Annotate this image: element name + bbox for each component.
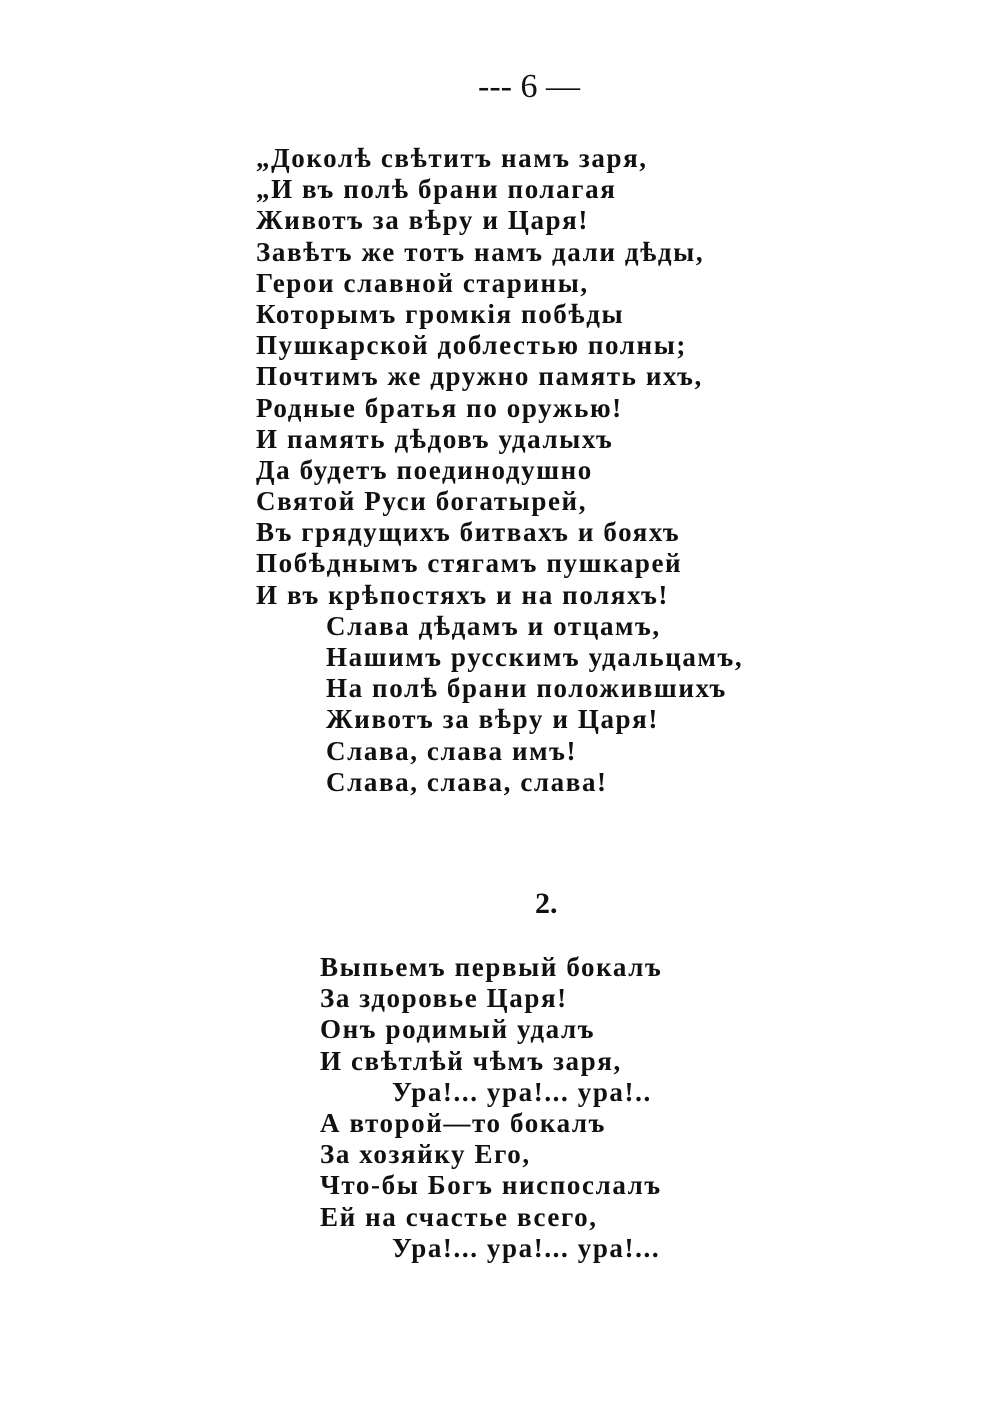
refrain-line: На полѣ брани положившихъ — [326, 673, 727, 704]
refrain-line: Ура!... ура!... ура!.. — [392, 1076, 652, 1107]
refrain-line: Слава, слава имъ! — [326, 735, 578, 766]
refrain-line: Нашимъ русскимъ удальцамъ, — [326, 642, 744, 672]
page-number: --- 6 — — [478, 68, 580, 105]
poem-line: А второй—то бокалъ — [320, 1107, 607, 1138]
poem-line: Да будетъ поединодушно — [256, 454, 593, 485]
poem-line: Святой Руси богатырей, — [256, 486, 588, 517]
refrain-line: Ура!... ура!... ура!... — [392, 1232, 661, 1263]
poem-line: Которымъ громкія побѣды — [256, 298, 625, 329]
poem-line: Выпьемъ первый бокалъ — [320, 952, 663, 982]
poem-line: Пушкарской доблестью полны; — [256, 330, 687, 361]
poem-line: За хозяйку Его, — [320, 1139, 531, 1170]
poem-line: Ей на счастье всего, — [320, 1201, 598, 1232]
poem-first — [256, 143, 743, 798]
poem-line: Завѣтъ же тотъ намъ дали дѣды, — [256, 236, 705, 267]
poem-line: Почтимъ же дружно память ихъ, — [256, 361, 703, 392]
poem-line: Родные братья по оружью! — [256, 392, 623, 423]
poem-line: За здоровье Царя! — [320, 983, 568, 1014]
poem-line: Животъ за вѣру и Царя! — [256, 205, 589, 236]
poem-line: И свѣтлѣй чѣмъ заря, — [320, 1045, 622, 1076]
poem-line: И въ крѣпостяхъ и на поляхъ! — [256, 579, 670, 610]
refrain-line: Слава дѣдамъ и отцамъ, — [326, 610, 661, 641]
refrain-line: Животъ за вѣру и Царя! — [326, 704, 659, 735]
poem-line: Что-бы Богъ ниспослалъ — [320, 1170, 662, 1201]
poem-line: Онъ родимый удалъ — [320, 1014, 596, 1045]
poem-line: Побѣднымъ стягамъ пушкарей — [256, 548, 683, 579]
poem-line: Въ грядущихъ битвахъ и бояхъ — [256, 517, 681, 548]
poem-line: „И въ полѣ брани полагая — [256, 174, 617, 205]
poem-second — [320, 952, 662, 1264]
refrain-line: Слава, слава, слава! — [326, 766, 608, 797]
section-number: 2. — [535, 887, 558, 920]
poem-line: „Доколѣ свѣтитъ намъ заря, — [256, 143, 648, 173]
poem-line: Герои славной старины, — [256, 267, 589, 298]
poem-line: И память дѣдовъ удалыхъ — [256, 423, 614, 454]
